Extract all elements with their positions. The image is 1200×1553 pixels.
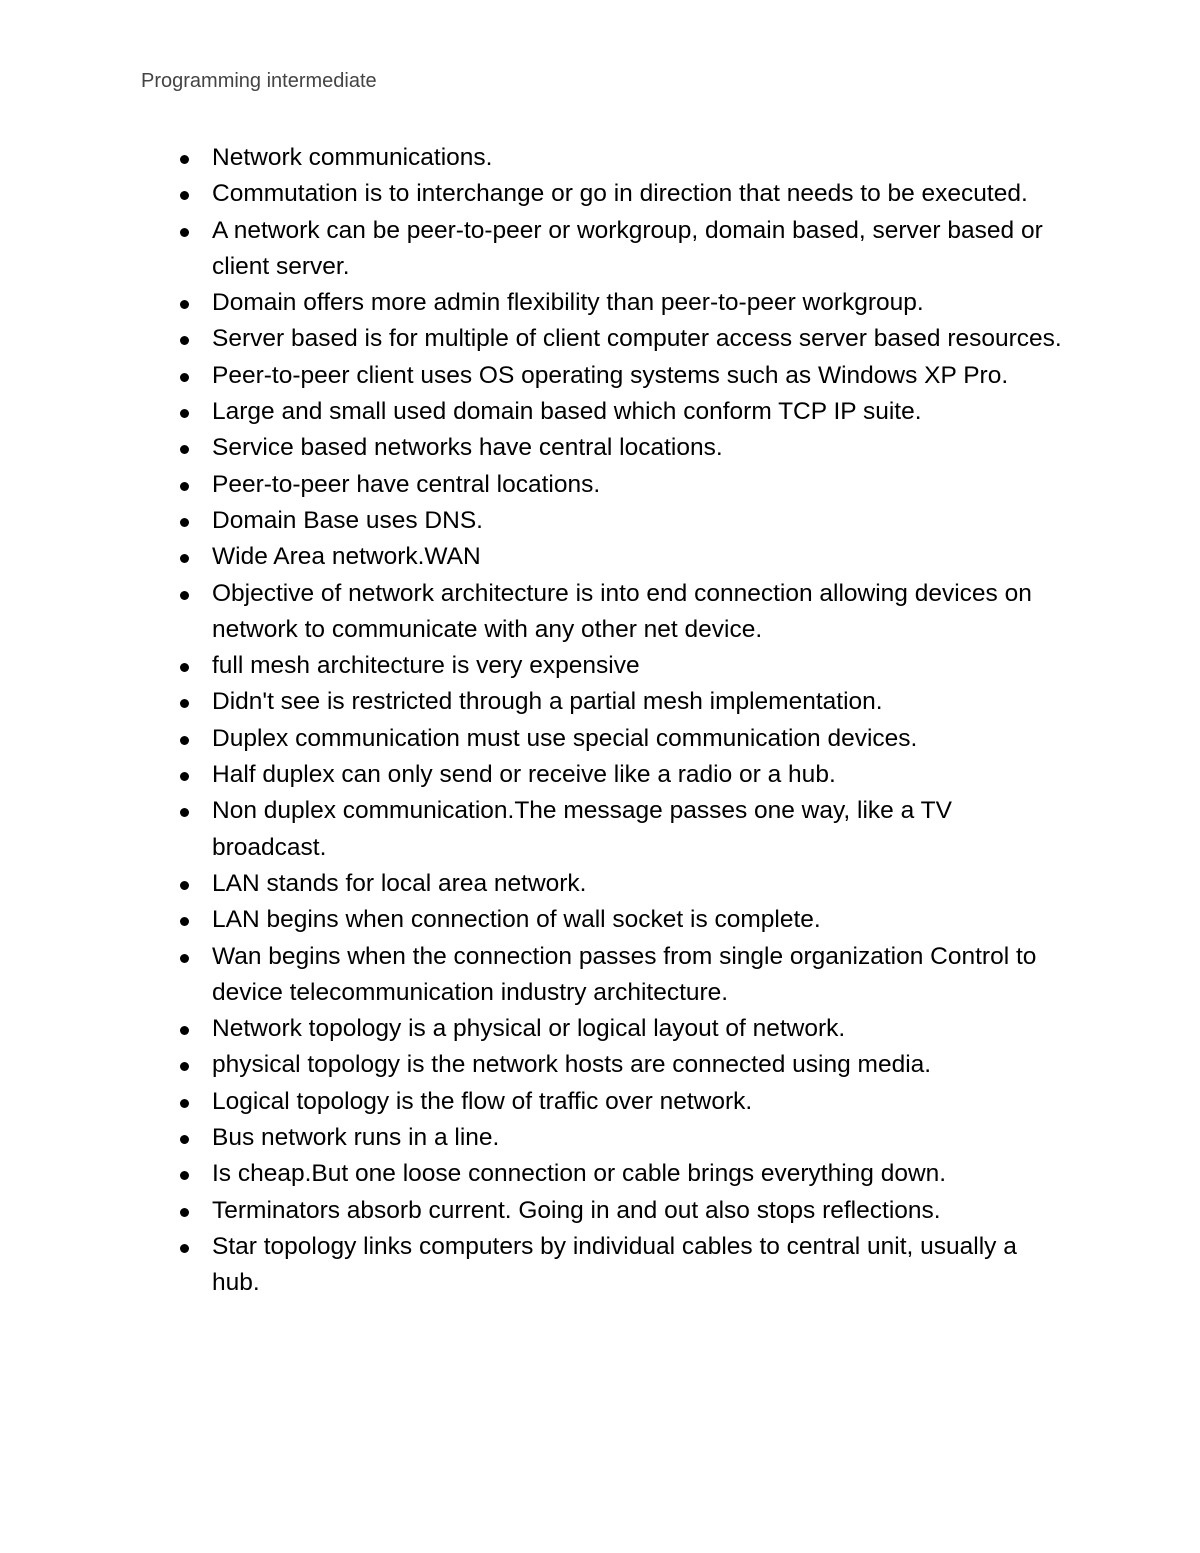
notes-bullet-list <box>212 140 1062 1302</box>
list-item <box>212 939 1062 1012</box>
list-item-text: A network can be peer-to-peer or workgroup, domain based, server based or client server. <box>212 216 1043 280</box>
bullet-icon <box>180 373 189 382</box>
bullet-icon <box>180 1208 189 1217</box>
list-item-text: full mesh architecture is very expensive <box>212 652 640 680</box>
list-item <box>212 503 1062 539</box>
list-item <box>212 321 1062 357</box>
list-item <box>212 358 1062 394</box>
bullet-icon <box>180 1135 189 1144</box>
list-item <box>212 757 1062 793</box>
list-item <box>212 1120 1062 1156</box>
bullet-icon <box>180 881 189 890</box>
list-item <box>212 793 1062 866</box>
bullet-icon <box>180 409 189 418</box>
list-item-text: Duplex communication must use special communication devices. <box>212 724 918 752</box>
bullet-icon <box>180 482 189 491</box>
bullet-icon <box>180 1026 189 1035</box>
list-item-text: Domain Base uses DNS. <box>212 506 483 534</box>
list-item <box>212 1156 1062 1192</box>
list-item <box>212 140 1062 176</box>
list-item-text: Half duplex can only send or receive like a radio or a hub. <box>212 761 836 789</box>
bullet-icon <box>180 591 189 600</box>
bullet-icon <box>180 518 189 527</box>
bullet-icon <box>180 699 189 708</box>
bullet-icon <box>180 1244 189 1253</box>
list-item-text: Star topology links computers by individual cables to central unit, usually a hub. <box>212 1232 1017 1297</box>
list-item <box>212 539 1062 575</box>
list-item-text: Wide Area network.WAN <box>212 543 481 571</box>
bullet-icon <box>180 1099 189 1108</box>
list-item-text: Server based is for multiple of client computer access server based resources. <box>212 325 1062 353</box>
bullet-icon <box>180 808 189 817</box>
list-item-text: Didn't see is restricted through a partial mesh implementation. <box>212 688 883 716</box>
bullet-icon <box>180 1171 189 1180</box>
list-item-text: Network topology is a physical or logical layout of network. <box>212 1015 846 1043</box>
list-item <box>212 684 1062 720</box>
list-item-text: Large and small used domain based which conform TCP IP suite. <box>212 398 922 426</box>
bullet-icon <box>180 155 189 164</box>
bullet-icon <box>180 445 189 454</box>
document-header: Programming intermediate <box>141 70 377 92</box>
list-item <box>212 1084 1062 1120</box>
list-item <box>212 1011 1062 1047</box>
bullet-icon <box>180 300 189 309</box>
list-item <box>212 866 1062 902</box>
list-item-text: Peer-to-peer client uses OS operating systems such as Windows XP Pro. <box>212 361 1009 389</box>
list-item-text: Wan begins when the connection passes from single organization Control to device telecommunication industry architecture. <box>212 942 1037 1006</box>
list-item <box>212 721 1062 757</box>
list-item <box>212 285 1062 321</box>
list-item-text: Network communications. <box>212 144 493 171</box>
bullet-icon <box>180 191 189 200</box>
list-item-text: Bus network runs in a line. <box>212 1124 500 1152</box>
list-item <box>212 1229 1062 1302</box>
list-item <box>212 1047 1062 1083</box>
bullet-icon <box>180 954 189 963</box>
list-item-text: Commutation is to interchange or go in direction that needs to be executed. <box>212 180 1028 208</box>
list-item-text: Peer-to-peer have central locations. <box>212 470 601 498</box>
list-item-text: Domain offers more admin flexibility than peer-to-peer workgroup. <box>212 289 924 317</box>
bullet-icon <box>180 772 189 781</box>
list-item <box>212 467 1062 503</box>
list-item-text: Objective of network architecture is into end connection allowing devices on network to communicate with any other net device. <box>212 579 1032 643</box>
list-item <box>212 213 1062 286</box>
list-item-text: Terminators absorb current. Going in and out also stops reflections. <box>212 1196 941 1224</box>
list-item-text: Logical topology is the flow of traffic over network. <box>212 1087 753 1115</box>
bullet-icon <box>180 736 189 745</box>
bullet-icon <box>180 336 189 345</box>
list-item <box>212 576 1062 649</box>
list-item <box>212 1193 1062 1229</box>
list-item-text: Is cheap.But one loose connection or cable brings everything down. <box>212 1160 947 1188</box>
list-item <box>212 394 1062 430</box>
bullet-icon <box>180 1062 189 1071</box>
list-item-text: Non duplex communication.The message passes one way, like a TV broadcast. <box>212 797 952 861</box>
list-item-text: Service based networks have central locations. <box>212 434 723 462</box>
list-item <box>212 430 1062 466</box>
bullet-icon <box>180 554 189 563</box>
bullet-icon <box>180 663 189 672</box>
list-item-text: LAN stands for local area network. <box>212 869 587 897</box>
list-item-text: physical topology is the network hosts are connected using media. <box>212 1051 932 1079</box>
bullet-icon <box>180 228 189 237</box>
list-item <box>212 648 1062 684</box>
list-item <box>212 902 1062 938</box>
list-item <box>212 176 1062 212</box>
bullet-icon <box>180 917 189 926</box>
list-item-text: LAN begins when connection of wall socket is complete. <box>212 906 821 934</box>
